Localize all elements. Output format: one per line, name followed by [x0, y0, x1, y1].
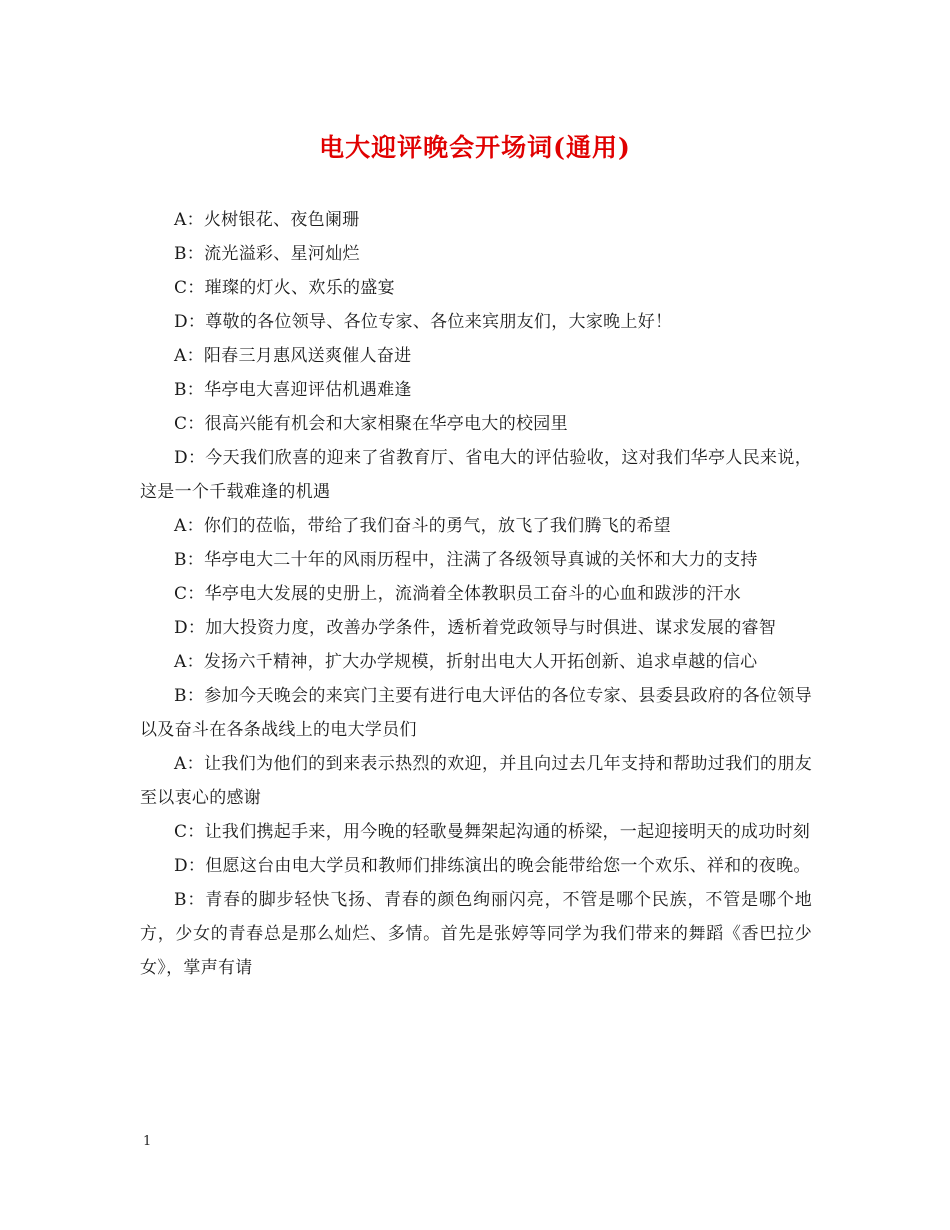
- paragraph: C：华亭电大发展的史册上，流淌着全体教职员工奋斗的心血和跋涉的汗水: [174, 584, 741, 604]
- paragraph: C：璀璨的灯火、欢乐的盛宴: [174, 278, 395, 298]
- paragraph: B：华亭电大二十年的风雨历程中，注满了各级领导真诚的关怀和大力的支持: [174, 550, 758, 570]
- paragraph: A：发扬六千精神，扩大办学规模，折射出电大人开拓创新、追求卓越的信心: [174, 652, 758, 672]
- paragraph: A：阳春三月惠风送爽催人奋进: [174, 346, 412, 366]
- document-title: 电大迎评晚会开场词(通用): [319, 133, 631, 162]
- paragraph: A：火树银花、夜色阑珊: [174, 210, 360, 230]
- paragraph: A：让我们为他们的到来表示热烈的欢迎，并且向过去几年支持和帮助过我们的朋友至以衷心的感谢: [140, 754, 812, 808]
- paragraph: C：让我们携起手来，用今晚的轻歌曼舞架起沟通的桥梁，一起迎接明天的成功时刻: [174, 822, 811, 842]
- paragraph: B：参加今天晚会的来宾门主要有进行电大评估的各位专家、县委县政府的各位领导以及奋斗在各条战线上的电大学员们: [140, 686, 812, 740]
- paragraph: A：你们的莅临，带给了我们奋斗的勇气，放飞了我们腾飞的希望: [174, 516, 671, 536]
- paragraph: B：华亭电大喜迎评估机遇难逢: [174, 380, 412, 400]
- paragraph: D：尊敬的各位领导、各位专家、各位来宾朋友们，大家晚上好！: [174, 312, 673, 332]
- paragraph: D：但愿这台由电大学员和教师们排练演出的晚会能带给您一个欢乐、祥和的夜晚。: [174, 856, 811, 876]
- paragraph: B：青春的脚步轻快飞扬、青春的颜色绚丽闪亮，不管是哪个民族，不管是哪个地方，少女的青春总是那么灿烂、多情。首先是张婷等同学为我们带来的舞蹈《香巴拉少女》，掌声有请: [140, 890, 812, 978]
- document-body: [140, 203, 812, 985]
- paragraph: B：流光溢彩、星河灿烂: [174, 244, 360, 264]
- paragraph: C：很高兴能有机会和大家相聚在华亭电大的校园里: [174, 414, 568, 434]
- page-number: 1: [143, 1134, 152, 1149]
- paragraph: D：今天我们欣喜的迎来了省教育厅、省电大的评估验收，这对我们华亭人民来说，这是一个千载难逢的机遇: [140, 448, 812, 502]
- paragraph: D：加大投资力度，改善办学条件，透析着党政领导与时俱进、谋求发展的睿智: [174, 618, 777, 638]
